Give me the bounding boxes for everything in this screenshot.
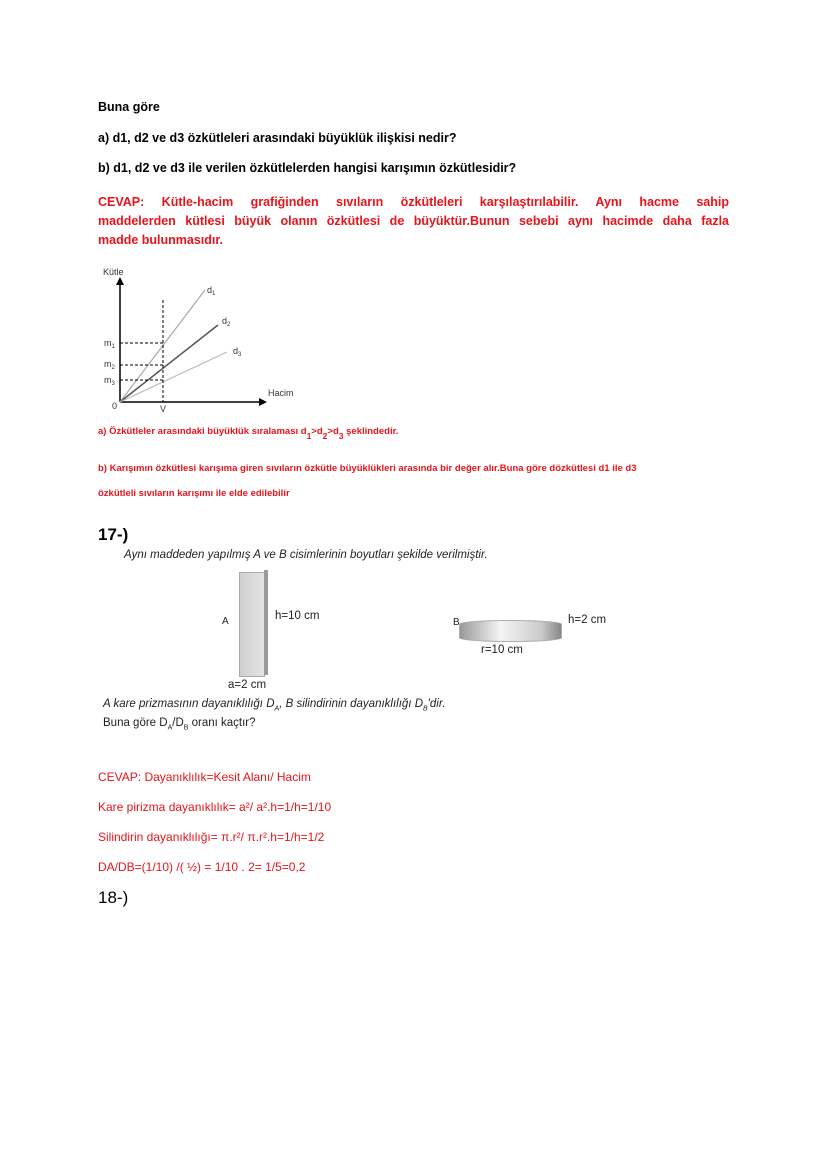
d1-label: $d_1$ [207, 285, 216, 297]
m2-label: $m_2$ [104, 359, 115, 371]
prism-a-figure [239, 572, 265, 677]
prism-height: h=10 cm [275, 610, 320, 622]
question-17-caption: Aynı maddeden yapılmış A ve B cisimlerinin boyutları şekilde verilmiştir. [124, 549, 488, 561]
answer-b-line-1: b) Karışımın özkütlesi karışıma giren sıvıların özkütle büyüklükleri arasında bir değer alır.Buna göre dözkütlesi d1 ile d3 [98, 463, 637, 474]
d3-label: $d_3$ [233, 346, 242, 358]
answer-17-line-3: Silindirin dayanıklılığı= π.r²/ π.r².h=1/h=1/2 [98, 830, 325, 844]
prism-side: a=2 cm [228, 679, 267, 691]
question-a: a) d1, d2 ve d3 özkütleleri arasındaki büyüklük ilişkisi nedir? [98, 131, 457, 145]
cevap-line-2: maddelerden kütlesi büyük olanın özkütlesi de büyüktür.Bunun sebebi aynı hacimde daha fazla [98, 214, 729, 228]
question-18-number: 18-) [98, 888, 129, 907]
cevap-line-3: madde bulunmasıdır. [98, 233, 224, 247]
question-17-line-2: Buna göre $D_A/D_B$ oranı kaçtır? [103, 717, 256, 732]
answer-17-line-1: CEVAP: Dayanıklılık=Kesit Alanı/ Hacim [98, 770, 311, 784]
y-axis-label: Kütle [103, 267, 124, 277]
cylinder-height: h=2 cm [568, 614, 607, 626]
x-axis-label: Hacim [268, 388, 294, 398]
cylinder-b-figure [459, 620, 562, 642]
answer-17-line-4: DA/DB=(1/10) /( ½) = 1/10 . 2= 1/5=0,2 [98, 860, 306, 874]
y-axis-arrow [116, 277, 124, 285]
m1-label: $m_1$ [104, 338, 115, 350]
cevap-line-1: CEVAP: Kütle-hacim grafiğinden sıvıların özkütleleri karşılaştırılabilir. Aynı hacme sahip [98, 195, 729, 209]
label-a: A [222, 616, 229, 627]
mass-volume-graph [95, 265, 325, 420]
origin-label: 0 [112, 401, 118, 411]
x-axis-arrow [259, 398, 267, 406]
answer-a: a) Özkütleler arasındaki büyüklük sıralaması d1>d2>d3 şeklindedir. [98, 426, 399, 441]
m3-label: $m_3$ [104, 375, 115, 387]
question-17-number: 17-) [98, 525, 129, 544]
question-b: b) d1, d2 ve d3 ile verilen özkütlelerden hangisi karışımın özkütlesidir? [98, 161, 517, 175]
prism-a-side [264, 570, 268, 675]
label-b: B [453, 617, 460, 628]
cylinder-radius: r=10 cm [481, 644, 523, 656]
v-label: V [160, 404, 167, 414]
d2-label: $d_2$ [222, 316, 231, 328]
answer-17-line-2: Kare pirizma dayanıklılık= a²/ a².h=1/h=1/10 [98, 800, 332, 814]
intro-text: Buna göre [98, 100, 160, 114]
answer-b-line-2: özkütleli sıvıların karışımı ile elde edilebilir [98, 488, 290, 499]
question-17-line-1: A kare prizmasının dayanıklılığı $D_A$, B silindirinin dayanıklılığı $D_B'dir$. [103, 698, 446, 713]
